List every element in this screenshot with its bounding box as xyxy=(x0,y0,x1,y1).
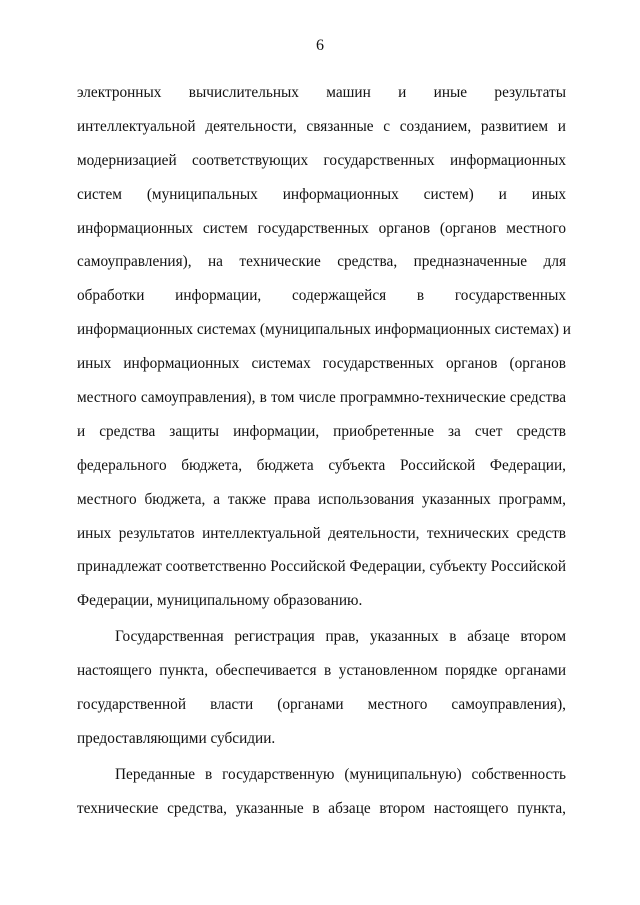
text-line: Переданные в государственную (муниципальную) собственность xyxy=(115,765,566,783)
text-line: и средства защиты информации, приобретенные за счет средств xyxy=(77,422,566,440)
text-line: иных информационных системах государственных органов (органов xyxy=(77,355,566,373)
text-line: принадлежат соответственно Российской Федерации, субъекту Российской xyxy=(77,558,567,576)
text-line: технические средства, указанные в абзаце втором настоящего пункта, xyxy=(77,799,566,817)
text-line: местного бюджета, а также права использования указанных программ, xyxy=(77,490,566,508)
text-line: систем (муниципальных информационных систем) и иных xyxy=(77,185,566,203)
text-line: электронных вычислительных машин и иные результаты xyxy=(77,84,566,101)
text-line: местного самоуправления), в том числе программно-технические средства xyxy=(77,389,566,407)
paragraph-2 xyxy=(77,620,566,756)
text-line: настоящего пункта, обеспечивается в установленном порядке органами xyxy=(77,662,566,680)
text-line: государственной власти (органами местного самоуправления), xyxy=(77,696,566,714)
text-line: предоставляющими субсидии. xyxy=(77,729,276,747)
text-line: Государственная регистрация прав, указанных в абзаце втором xyxy=(115,628,566,646)
text-line: информационных системах (муниципальных информационных системах) и xyxy=(77,321,571,339)
text-line: интеллектуальной деятельности, связанные с созданием, развитием и xyxy=(77,117,566,135)
document-body xyxy=(77,76,571,826)
paragraph-3 xyxy=(77,758,566,826)
text-line: обработки информации, содержащейся в государственных xyxy=(77,287,566,305)
page-number: 6 xyxy=(316,37,324,54)
text-line: самоуправления), на технические средства, предназначенные для xyxy=(77,253,566,271)
text-line: модернизацией соответствующих государственных информационных xyxy=(77,151,566,169)
text-line: иных результатов интеллектуальной деятельности, технических средств xyxy=(77,524,566,542)
text-line: федерального бюджета, бюджета субъекта Российской Федерации, xyxy=(77,456,566,474)
paragraph-1 xyxy=(77,76,571,618)
text-line: информационных систем государственных органов (органов местного xyxy=(77,219,566,237)
text-line: Федерации, муниципальному образованию. xyxy=(77,592,363,610)
